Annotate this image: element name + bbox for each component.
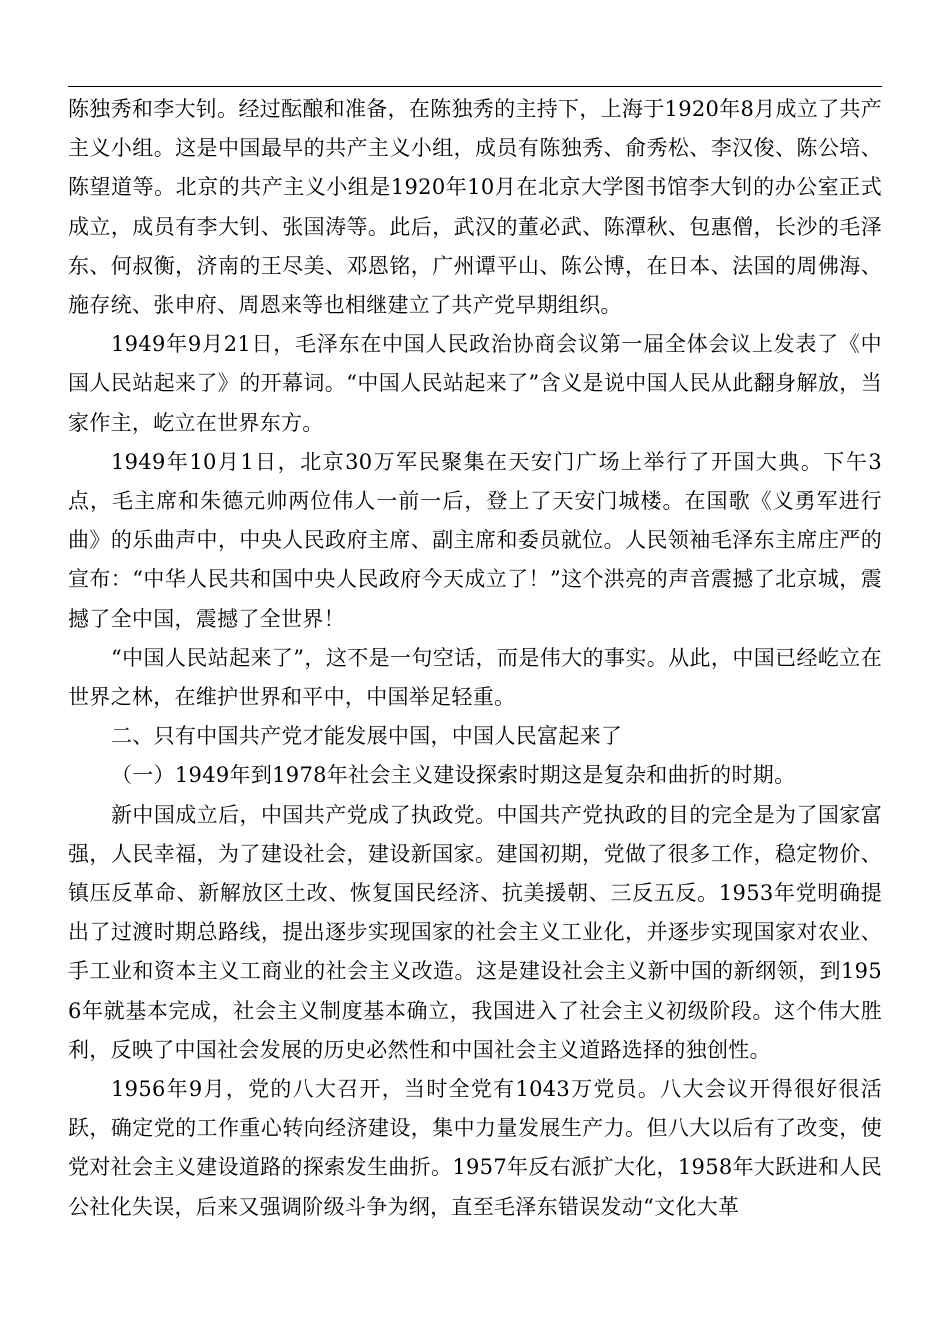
paragraph: 新中国成立后，中国共产党成了执政党。中国共产党执政的目的完全是为了国家富强，人民幸福，为了建设社会，建设新国家。建国初期，党做了很多工作，稳定物价、镇压反革命、新解放区土改、恢复国民经济、抗美援朝、三反五反。1953年党明确提出了过渡时期总路线，提出逐步实现国家的社会主义工业化，并逐步实现国家对农业、手工业和资本主义工商业的社会主义改造。这是建设社会主义新中国的新纲领，到1956年就基本完成，社会主义制度基本确立，我国进入了社会主义初级阶段。这个伟大胜利，反映了中国社会发展的历史必然性和中国社会主义道路选择的独创性。 bbox=[68, 802, 882, 1062]
paragraph: 1949年9月21日，毛泽东在中国人民政治协商会议第一届全体会议上发表了《中国人民站起来了》的开幕词。“中国人民站起来了”含义是说中国人民从此翻身解放，当家作主，屹立在世界东方。 bbox=[68, 332, 882, 435]
paragraph: 1956年9月，党的八大召开，当时全党有1043万党员。八大会议开得很好很活跃，确定党的工作重心转向经济建设，集中力量发展生产力。但八大以后有了改变，使党对社会主义建设道路的探索发生曲折。1957年反右派扩大化，1958年大跃进和人民公社化失误，后来又强调阶级斗争为纲，直至毛泽东错误发动“文化大革 bbox=[68, 1077, 882, 1219]
paragraph: 陈独秀和李大钊。经过酝酿和准备，在陈独秀的主持下，上海于1920年8月成立了共产主义小组。这是中国最早的共产主义小组，成员有陈独秀、俞秀松、李汉俊、陈公培、陈望道等。北京的共产主义小组是1920年10月在北京大学图书馆李大钊的办公室正式成立，成员有李大钊、张国涛等。此后，武汉的董必武、陈潭秋、包惠僧，长沙的毛泽东、何叔衡，济南的王尽美、邓恩铭，广州谭平山、陈公博，在日本、法国的周佛海、施存统、张申府、周恩来等也相继建立了共产党早期组织。 bbox=[68, 97, 882, 318]
paragraph: “中国人民站起来了”，这不是一句空话，而是伟大的事实。从此，中国已经屹立在世界之林，在维护世界和平中，中国举足轻重。 bbox=[68, 645, 882, 710]
document-body bbox=[68, 90, 882, 1227]
header-rule bbox=[68, 86, 882, 87]
paragraph: 1949年10月1日，北京30万军民聚集在天安门广场上举行了开国大典。下午3点，毛主席和朱德元帅两位伟人一前一后，登上了天安门城楼。在国歌《义勇军进行曲》的乐曲声中，中央人民政府主席、副主席和委员就位。人民领袖毛泽东主席庄严的宣布：“中华人民共和国中央人民政府今天成立了！”这个洪亮的声音震撼了北京城，震撼了全中国，震撼了全世界！ bbox=[68, 449, 882, 631]
section-heading: 二、只有中国共产党才能发展中国，中国人民富起来了 bbox=[111, 724, 623, 749]
subsection-heading: （一）1949年到1978年社会主义建设探索时期这是复杂和曲折的时期。 bbox=[111, 763, 796, 788]
